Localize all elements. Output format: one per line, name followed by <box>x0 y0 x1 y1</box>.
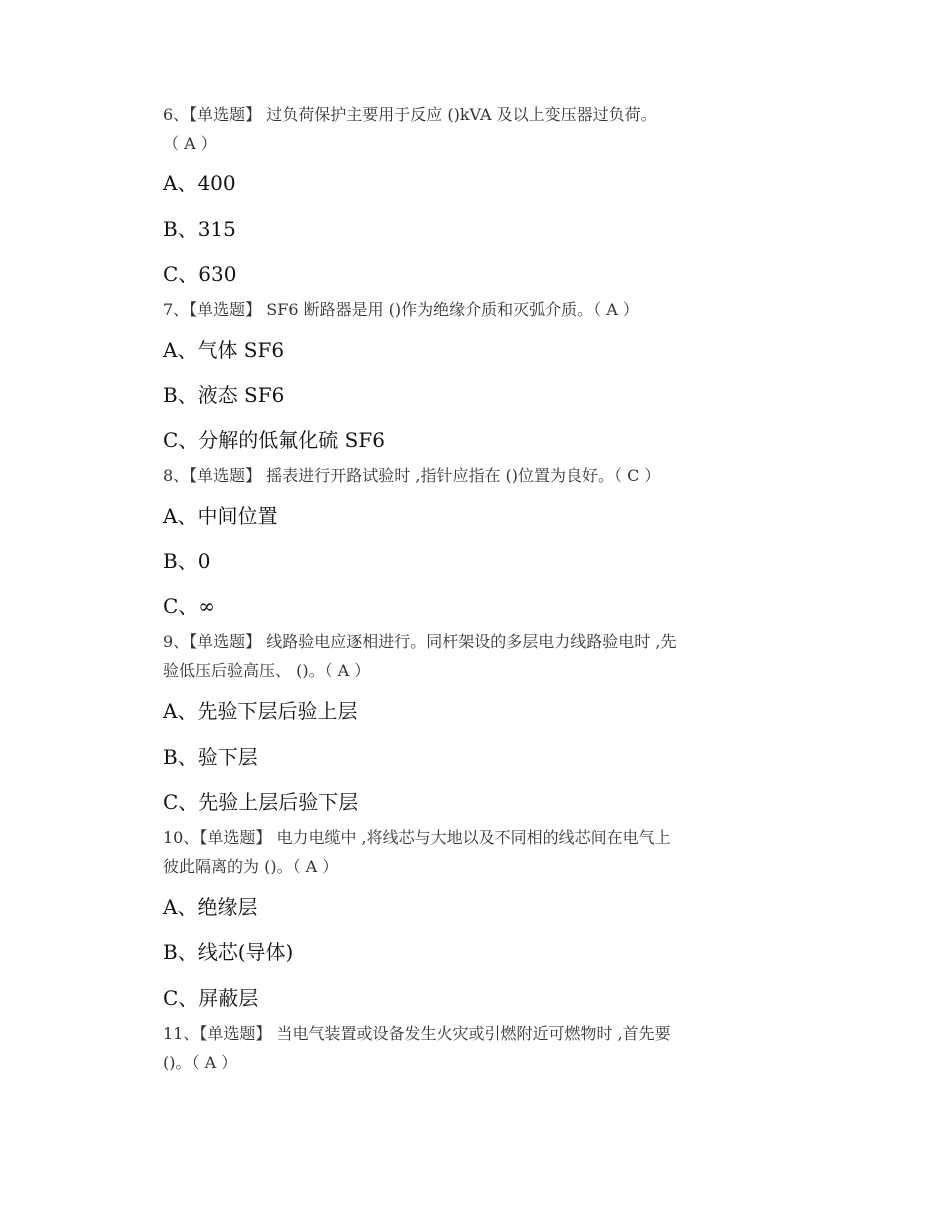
question-8 <box>163 461 803 490</box>
option-c: C、屏蔽层 <box>163 986 259 1010</box>
option-c: C、分解的低氟化硫 SF6 <box>163 428 385 452</box>
question-text-line: 8、【单选题】 摇表进行开路试验时 ,指针应指在 ()位置为良好。（ C ） <box>163 466 661 485</box>
question-11 <box>163 1019 803 1077</box>
question-text-line: 7、【单选题】 SF6 断路器是用 ()作为绝缘介质和灭弧介质。（ A ） <box>163 300 639 319</box>
option-b: B、0 <box>163 549 211 573</box>
option-c: C、∞ <box>163 594 215 618</box>
option-b: B、315 <box>163 217 236 241</box>
question-text-line: 10、【单选题】 电力电缆中 ,将线芯与大地以及不同相的线芯间在电气上 <box>163 828 671 847</box>
option-a: A、先验下层后验上层 <box>163 699 358 723</box>
option-a: A、绝缘层 <box>163 895 258 919</box>
option-b: B、验下层 <box>163 745 258 769</box>
option-a: A、中间位置 <box>163 504 278 528</box>
question-9 <box>163 627 803 685</box>
question-text-line: 11、【单选题】 当电气装置或设备发生火灾或引燃附近可燃物时 ,首先要 <box>163 1024 671 1043</box>
option-a: A、气体 SF6 <box>163 338 285 362</box>
question-7 <box>163 295 803 324</box>
question-text-line: 彼此隔离的为 ()。（ A ） <box>163 857 339 876</box>
option-c: C、630 <box>163 262 237 286</box>
question-text-line: 9、【单选题】 线路验电应逐相进行。同杆架设的多层电力线路验电时 ,先 <box>163 632 677 651</box>
option-c: C、先验上层后验下层 <box>163 790 359 814</box>
option-b: B、液态 SF6 <box>163 383 285 407</box>
option-a: A、400 <box>163 171 236 195</box>
question-text-line: （ A ） <box>163 134 217 153</box>
question-text-line: 6、【单选题】 过负荷保护主要用于反应 ()kVA 及以上变压器过负荷。 <box>163 105 657 124</box>
question-6 <box>163 100 803 158</box>
option-b: B、线芯(导体) <box>163 940 294 964</box>
question-text-line: ()。（ A ） <box>163 1053 238 1072</box>
question-10 <box>163 823 803 881</box>
question-text-line: 验低压后验高压、 ()。（ A ） <box>163 661 371 680</box>
